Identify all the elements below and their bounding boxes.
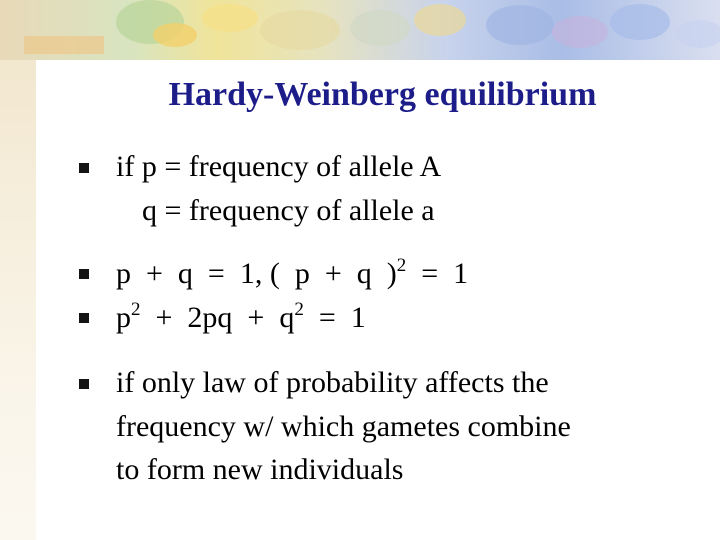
equation-part: p + q = 1, ( p + q ) <box>116 257 397 290</box>
bullet-3-equation <box>116 301 366 335</box>
exponent: 2 <box>396 255 407 276</box>
bullet-4-line-2: frequency w/ which gametes combine <box>116 410 571 443</box>
square-bullet-icon <box>79 269 89 279</box>
bullet-2-equation <box>116 257 468 291</box>
exponent: 2 <box>131 299 141 320</box>
equation-part: + 2pq + q <box>140 301 295 334</box>
bullet-1-line-1: if p = frequency of allele A <box>116 150 442 183</box>
square-bullet-icon <box>79 313 89 323</box>
bullet-4-line-1: if only law of probability affects the <box>116 366 549 399</box>
bullet-4-line-3: to form new individuals <box>116 453 404 486</box>
equation-part: = 1 <box>406 257 469 290</box>
equation-part: = 1 <box>303 301 366 334</box>
header-banner-image <box>0 0 720 60</box>
slide-title: Hardy-Weinberg equilibrium <box>168 76 597 113</box>
square-bullet-icon <box>79 379 89 389</box>
exponent: 2 <box>294 299 304 320</box>
bullet-1-line-2: q = frequency of allele a <box>142 194 435 227</box>
left-decorative-strip <box>0 60 36 540</box>
square-bullet-icon <box>79 163 89 173</box>
equation-part: p <box>116 301 131 334</box>
